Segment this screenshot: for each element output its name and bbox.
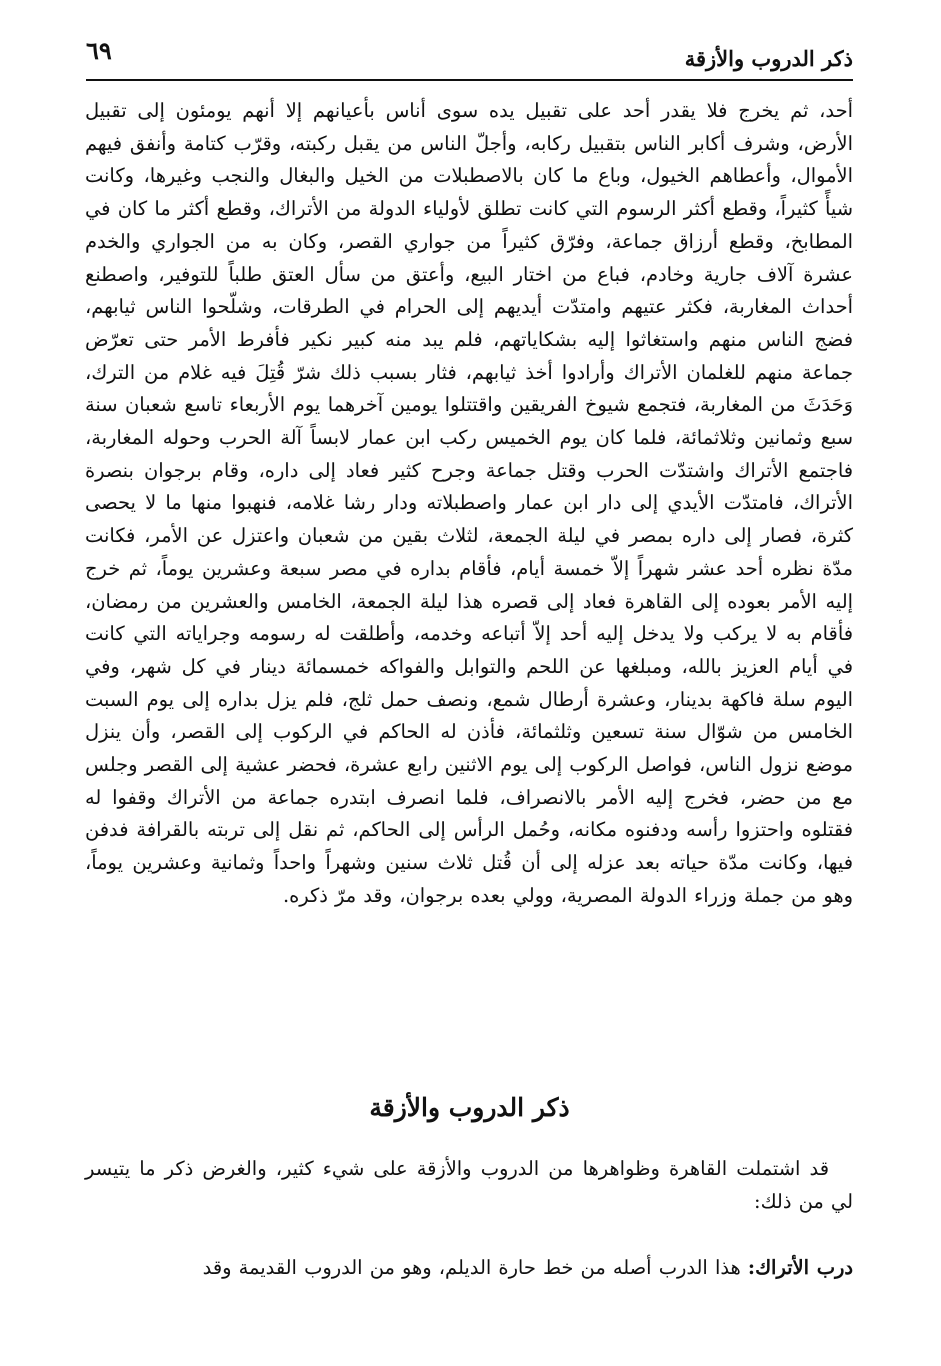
page-number: ٦٩ (86, 36, 112, 65)
entry-block (85, 1252, 853, 1285)
section-intro-block (85, 1153, 853, 1218)
page-header (86, 28, 853, 78)
body-paragraph: أحد، ثم يخرج فلا يقدر أحد على تقبيل يده سوى أناس بأعيانهم إلا أنهم يومئون إلى تقبيل الأرض، وشرف أكابر الناس بتقبيل ركابه، وأجلّ الناس من يقبل ركبته، وقرّب كتامة وأنفق فيهم الأموال، وأعطاهم الخيول، وباع ما كان بالاصطبلات من الخيل والبغال والنجب وغيرها، وكانت شيأً كثيراً، وقطع أكثر الرسوم التي كانت تطلق لأولياء الدولة من الأتراك، وقطع أكثر ما كان في المطابخ، وقطع أرزاق جماعة، وفرّق كثيراً من جواري القصر، وكان به من الجواري والخدم عشرة آلاف جارية وخادم، فباع من اختار البيع، وأعتق من سأل العتق طلباً للتوفير، واصطنع أحداث المغاربة، فكثر عتيهم وامتدّت أيديهم إلى الحرام في الطرقات، وشلّحوا الناس ثيابهم، فضج الناس منهم واستغاثوا إليه بشكاياتهم، فلم يبد منه كبير نكير فأفرط الأمر حتى تعرّض جماعة منهم للغلمان الأتراك وأرادوا أخذ ثيابهم، فثار بسبب ذلك شرّ قُتِلَ فيه غلام من الترك، وَحَدَثَ من المغاربة، فتجمع شيوخ الفريقين واقتتلوا يومين آخرهما يوم الأربعاء تاسع شعبان سنة سبع وثمانين وثلاثمائة، فلما كان يوم الخميس ركب ابن عمار لابساً آلة الحرب وحوله المغاربة، فاجتمع الأتراك واشتدّت الحرب وقتل جماعة وجرح كثير فعاد إلى داره، وقام برجوان بنصرة الأتراك، فامتدّت الأيدي إلى دار ابن عمار واصطبلاته ودار رشا غلامه، فنهبوا منها ما لا يحصى كثرة، فصار إلى داره بمصر في ليلة الجمعة، لثلاث بقين من شعبان واعتزل عن الأمر، فكانت مدّة نظره أحد عشر شهراً إلاّ خمسة أيام، فأقام بداره في مصر سبعة وعشرين يوماً، ثم خرج إليه الأمر بعوده إلى القاهرة فعاد إلى قصره هذا ليلة الجمعة، الخامس والعشرين من رمضان، فأقام به لا يركب ولا يدخل إليه أحد إلاّ أتباعه وخدمه، وأطلقت له رسومه وجراياته التي كانت في أيام العزيز بالله، ومبلغها عن اللحم والتوابل والفواكه خمسمائة دينار في كل شهر، وفي اليوم سلة فاكهة بدينار، وعشرة أرطال شمع، ونصف حمل ثلج، فلم يزل بداره إلى يوم السبت الخامس من شوّال سنة تسعين وثلثمائة، فأذن له الحاكم في الركوب إلى القصر، وأن ينزل موضع نزول الناس، فواصل الركوب إلى يوم الاثنين رابع عشرة، فحضر عشية إلى القصر وجلس مع من حضر، فخرج إليه الأمر بالانصراف، فلما انصرف ابتدره جماعة من الأتراك وقفوا له فقتلوه واحتزوا رأسه ودفنوه مكانه، وحُمل الرأس إلى الحاكم، ثم نقل إلى تربته بالقرافة فدفن فيها، وكانت مدّة حياته بعد عزله إلى أن قُتل ثلاث سنين وشهراً واحداً وثمانية وعشرين يوماً، وهو من جملة وزراء الدولة المصرية، وولي بعده برجوان، وقد مرّ ذكره. (85, 99, 853, 907)
section-heading: ذكر الدروب والأزقة (369, 1093, 570, 1122)
entry-term: درب الأتراك: (747, 1256, 853, 1279)
section-intro-paragraph: قد اشتملت القاهرة وظواهرها من الدروب والأزقة على شيء كثير، والغرض ذكر ما يتيسر لي من ذلك: (85, 1157, 853, 1213)
header-divider (86, 79, 853, 81)
entry-paragraph (85, 1252, 853, 1285)
entry-text: هذا الدرب أصله من خط حارة الديلم، وهو من الدروب القديمة وقد (202, 1256, 741, 1279)
main-text-block (85, 95, 853, 913)
running-title: ذكر الدروب والأزقة (684, 46, 853, 71)
